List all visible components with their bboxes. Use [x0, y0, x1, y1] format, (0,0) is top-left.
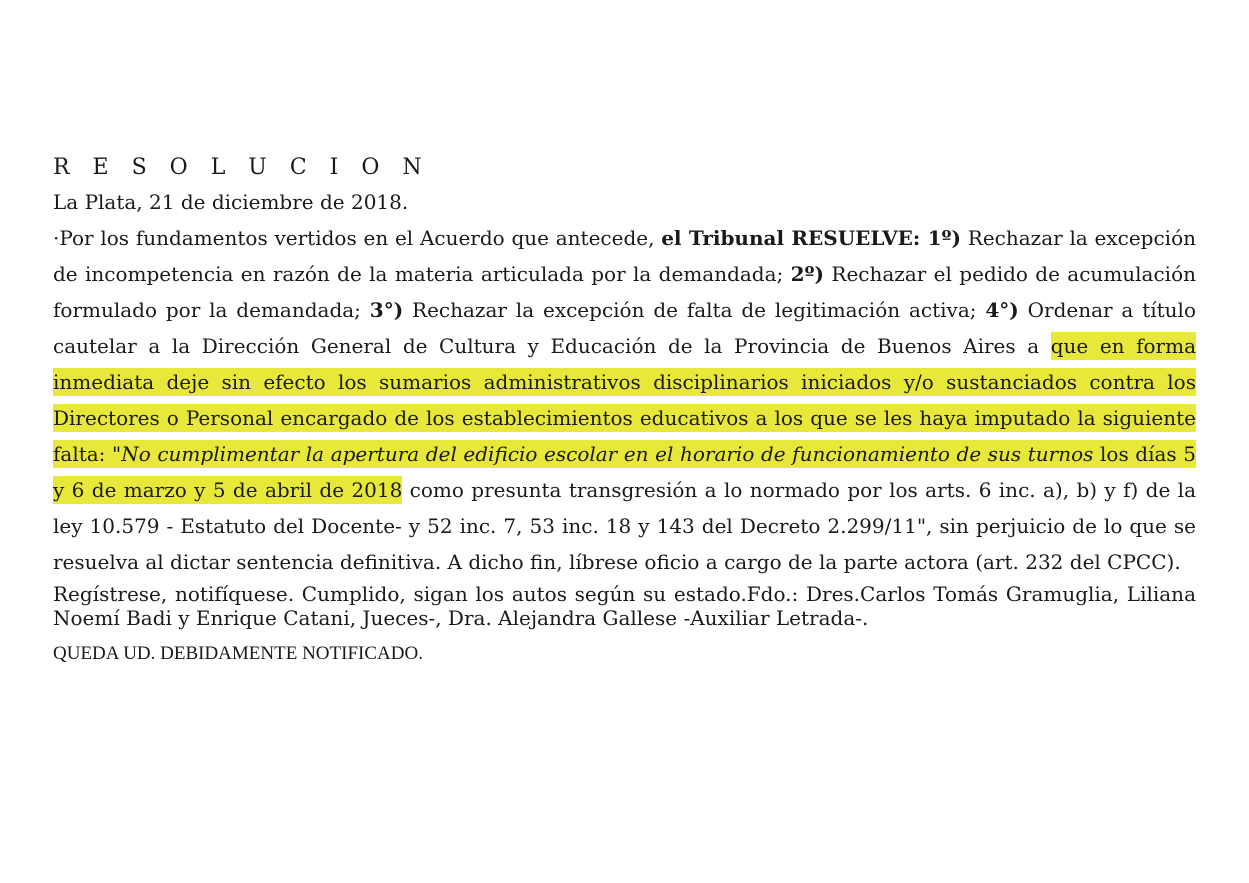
date-line: La Plata, 21 de diciembre de 2018.: [53, 190, 409, 214]
resuelve-label: el Tribunal RESUELVE: 1º): [661, 226, 962, 250]
resolution-document: [53, 152, 1196, 666]
highlighted-text: que en forma inmediata deje sin efecto los sumarios administrativos disciplinarios iniciados y/o sustanciados contra los Directores o Personal encargado de los establecimientos educativos a los que se les haya imputado la siguiente falta: ": [53, 334, 1197, 466]
body-text-segment: como presunta transgresión a lo normado por los arts. 6 inc. a), b) y f) de la ley 10.579 - Estatuto del Docente- y 52 inc. 7, 53 inc. 18 y 143 del Decreto 2.299/11", sin perjuicio de lo que se resuelva al dictar sentencia definitiva. A dicho fin, líbrese oficio a cargo de la parte actora (art. 232 del CPCC).: [53, 478, 1196, 574]
document-title: R E S O L U C I O N: [53, 155, 430, 180]
resolution-body: [53, 220, 1196, 580]
signature-block: Regístrese, notifíquese. Cumplido, sigan los autos según su estado.Fdo.: Dres.Carlos Tomás Gramuglia, Liliana Noemí Badi y Enrique Catani, Jueces-, Dra. Alejandra Gallese -Auxiliar Letrada-.: [53, 582, 1196, 630]
item-number-2: 2º): [790, 262, 825, 286]
highlighted-italic-text: [121, 440, 1093, 468]
italic-quote: No cumplimentar la apertura del edificio escolar en el horario de funcionamiento de sus turnos: [121, 442, 1094, 466]
body-text-segment: Rechazar el pedido de acumulación formulado por la demandada;: [53, 262, 1196, 322]
body-text-segment: Rechazar la excepción de incompetencia en razón de la materia articulada por la demandada;: [53, 226, 1196, 286]
body-text-segment: ·Por los fundamentos vertidos en el Acuerdo que antecede,: [53, 226, 662, 250]
body-text-segment: Rechazar la excepción de falta de legitimación activa;: [403, 298, 986, 322]
item-number-3: 3°): [369, 298, 404, 322]
notification-notice: QUEDA UD. DEBIDAMENTE NOTIFICADO.: [53, 643, 423, 664]
item-number-4: 4°): [985, 298, 1019, 322]
highlighted-dates: los días 5 y 6 de marzo y 5 de abril de 2018: [53, 442, 1196, 502]
body-text-segment: Ordenar a título cautelar a la Dirección General de Cultura y Educación de la Provincia de Buenos Aires a: [53, 298, 1196, 358]
